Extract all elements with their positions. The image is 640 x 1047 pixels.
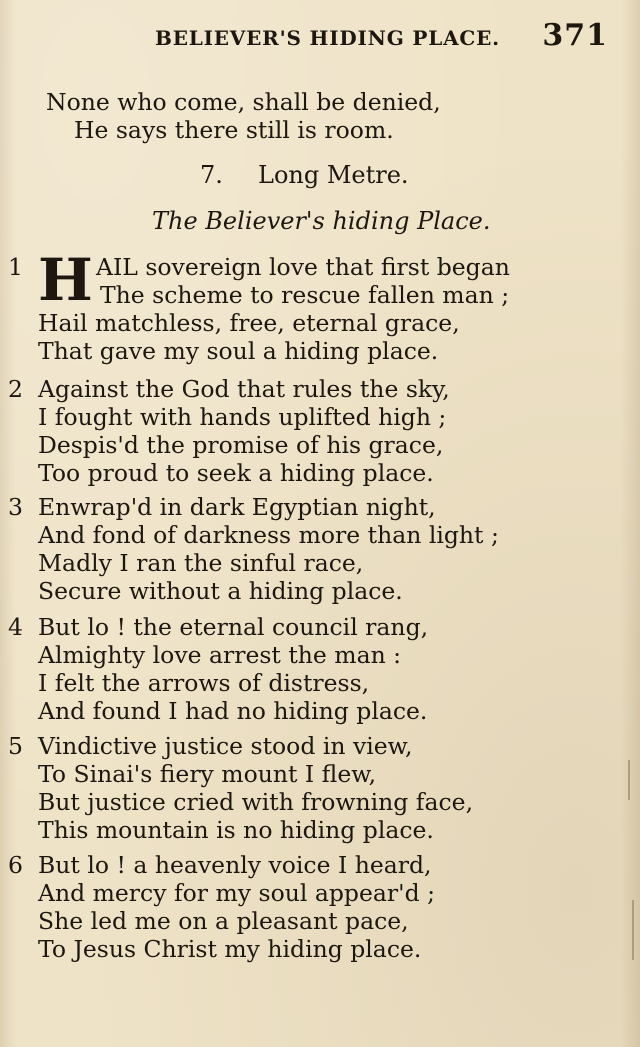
stanza-number: 1 (8, 253, 23, 281)
verse-line: Despis'd the promise of his grace, (38, 431, 444, 459)
verse-line: And found I had no hiding place. (38, 697, 428, 725)
verse-line: Against the God that rules the sky, (38, 375, 450, 403)
stanza-number: 5 (8, 732, 23, 760)
verse-line: But lo ! the eternal council rang, (38, 613, 429, 641)
verse-line: She led me on a pleasant pace, (38, 907, 409, 935)
verse-line: This mountain is no hiding place. (38, 816, 434, 844)
stanza-number: 4 (8, 613, 23, 641)
running-title: BELIEVER'S HIDING PLACE. (155, 26, 500, 50)
verse-line: To Sinai's fiery mount I flew, (38, 760, 377, 788)
running-head (0, 18, 640, 58)
page-edge-mark (628, 760, 630, 800)
verse-line: I fought with hands uplifted high ; (38, 403, 447, 431)
hymn-heading (200, 160, 409, 190)
verse-line: And mercy for my soul appear'd ; (38, 879, 435, 907)
verse-line: He says there still is room. (74, 116, 394, 144)
verse-line: Secure without a hiding place. (38, 577, 403, 605)
verse-line: The scheme to rescue fallen man ; (100, 281, 510, 309)
verse-line: And fond of darkness more than light ; (38, 521, 499, 549)
verse-line: AIL sovereign love that first began (96, 253, 510, 281)
stanza-number: 3 (8, 493, 23, 521)
verse-line: Almighty love arrest the man : (38, 641, 402, 669)
verse-line: To Jesus Christ my hiding place. (38, 935, 422, 963)
hymn-metre: Long Metre. (258, 161, 409, 189)
verse-line: Vindictive justice stood in view, (38, 732, 413, 760)
verse-line: But lo ! a heavenly voice I heard, (38, 851, 432, 879)
verse-line: None who come, shall be denied, (46, 88, 441, 116)
verse-line: Too proud to seek a hiding place. (38, 459, 434, 487)
verse-line: Enwrap'd in dark Egyptian night, (38, 493, 436, 521)
stanza-number: 6 (8, 851, 23, 879)
verse-line: But justice cried with frowning face, (38, 788, 474, 816)
verse-line: I felt the arrows of distress, (38, 669, 370, 697)
verse-line: Madly I ran the sinful race, (38, 549, 364, 577)
hymn-title: The Believer's hiding Place. (152, 207, 491, 235)
stanza-number: 2 (8, 375, 23, 403)
verse-line: That gave my soul a hiding place. (38, 337, 439, 365)
page-edge-mark (632, 900, 634, 960)
drop-cap: H (38, 246, 93, 314)
verse-line: Hail matchless, free, eternal grace, (38, 309, 460, 337)
hymn-number: 7. (200, 161, 223, 189)
page-number: 371 (542, 18, 608, 53)
